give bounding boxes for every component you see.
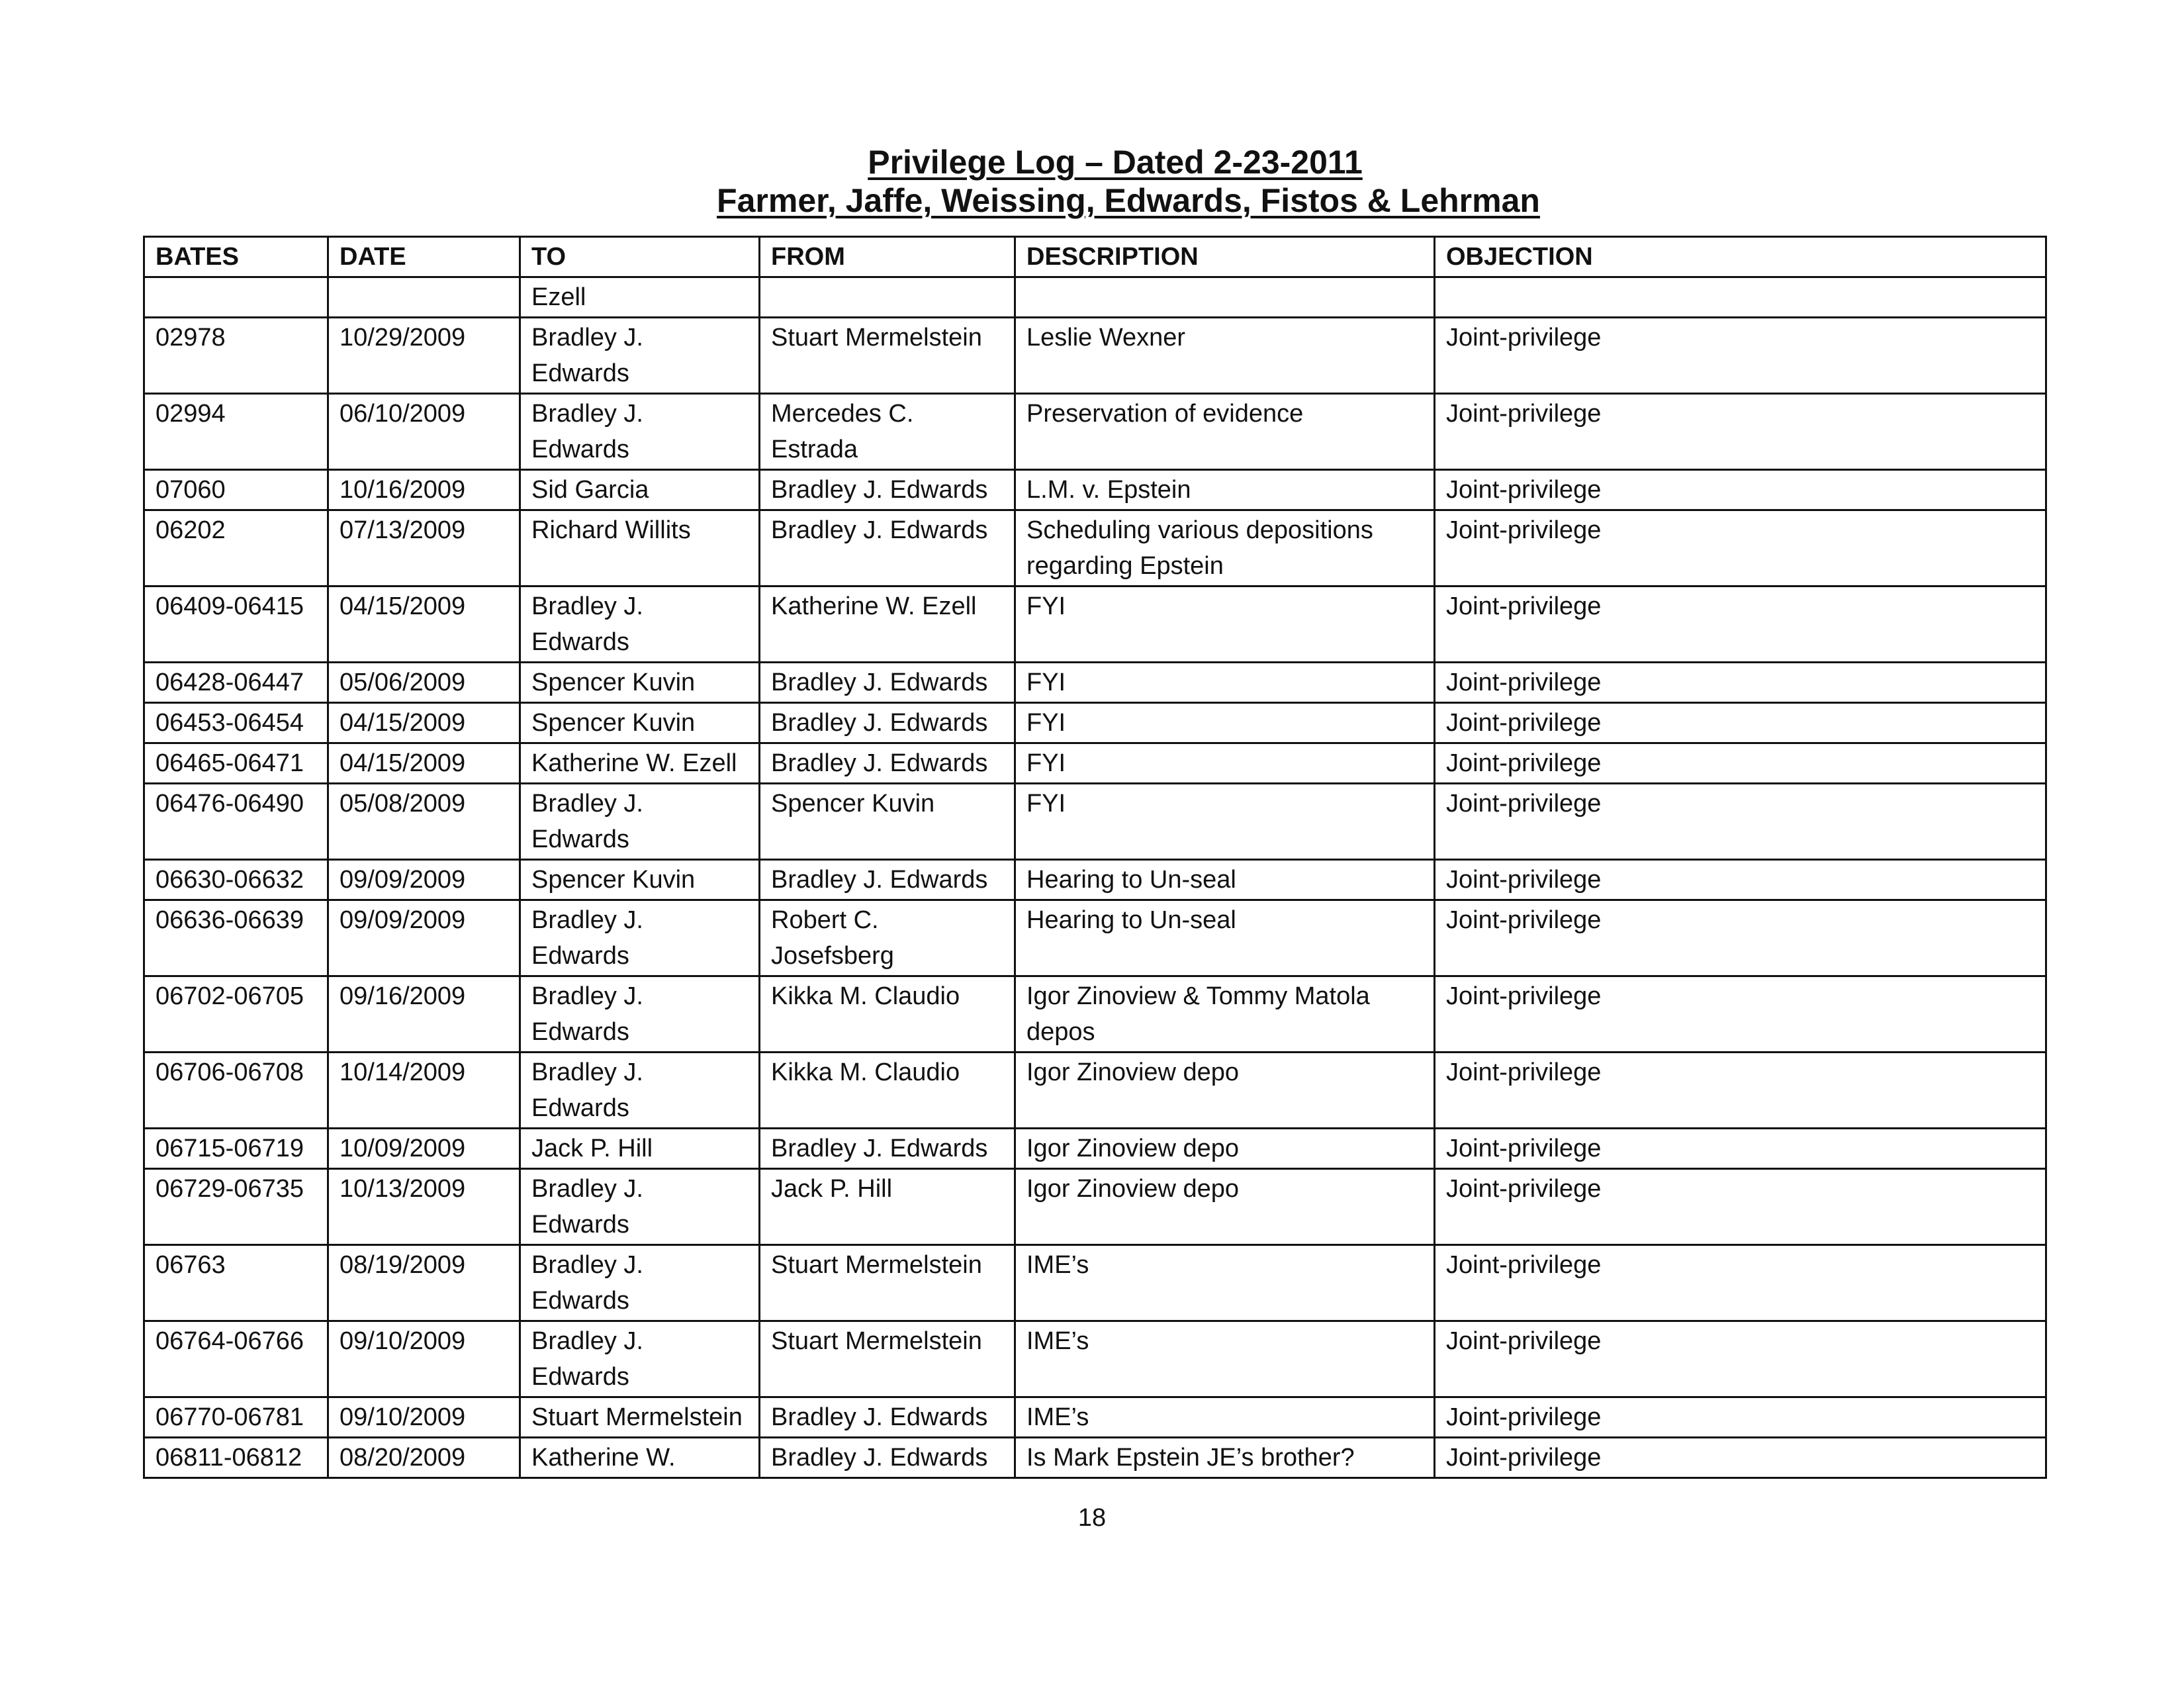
- cell-description: Hearing to Un-seal: [1015, 860, 1435, 900]
- table-header-row: [144, 237, 2046, 277]
- cell-to: Spencer Kuvin: [520, 663, 760, 703]
- cell-to: Ezell: [520, 277, 760, 318]
- cell-bates: 06811-06812: [144, 1438, 328, 1478]
- cell-bates: 06702-06705: [144, 976, 328, 1053]
- table-row: [144, 663, 2046, 703]
- cell-description: L.M. v. Epstein: [1015, 470, 1435, 510]
- cell-date: 10/29/2009: [328, 318, 520, 394]
- cell-to: Bradley J. Edwards: [520, 1321, 760, 1397]
- cell-date: 10/13/2009: [328, 1169, 520, 1245]
- cell-bates: 06428-06447: [144, 663, 328, 703]
- cell-to: Bradley J. Edwards: [520, 586, 760, 663]
- column-header-description: DESCRIPTION: [1015, 237, 1435, 277]
- cell-to: Richard Willits: [520, 510, 760, 586]
- cell-date: 10/09/2009: [328, 1129, 520, 1169]
- table-row: [144, 510, 2046, 586]
- cell-to: Bradley J. Edwards: [520, 1169, 760, 1245]
- cell-from: Katherine W. Ezell: [760, 586, 1015, 663]
- cell-objection: Joint-privilege: [1435, 976, 2046, 1053]
- cell-objection: Joint-privilege: [1435, 1438, 2046, 1478]
- cell-date: 10/14/2009: [328, 1053, 520, 1129]
- table-row: [144, 1053, 2046, 1129]
- cell-date: [328, 277, 520, 318]
- table-row: [144, 586, 2046, 663]
- cell-objection: Joint-privilege: [1435, 784, 2046, 860]
- cell-to: Bradley J. Edwards: [520, 1245, 760, 1321]
- cell-date: 04/15/2009: [328, 586, 520, 663]
- cell-from: Jack P. Hill: [760, 1169, 1015, 1245]
- cell-objection: Joint-privilege: [1435, 900, 2046, 976]
- cell-objection: Joint-privilege: [1435, 1129, 2046, 1169]
- cell-description: FYI: [1015, 586, 1435, 663]
- cell-from: Bradley J. Edwards: [760, 1438, 1015, 1478]
- table-row: [144, 1169, 2046, 1245]
- cell-bates: 02978: [144, 318, 328, 394]
- cell-bates: 06770-06781: [144, 1397, 328, 1438]
- cell-from: Stuart Mermelstein: [760, 318, 1015, 394]
- cell-date: 05/06/2009: [328, 663, 520, 703]
- cell-bates: 06630-06632: [144, 860, 328, 900]
- cell-from: Bradley J. Edwards: [760, 743, 1015, 784]
- cell-from: Bradley J. Edwards: [760, 1397, 1015, 1438]
- cell-description: FYI: [1015, 743, 1435, 784]
- column-header-bates: BATES: [144, 237, 328, 277]
- table-row: [144, 976, 2046, 1053]
- cell-to: Bradley J. Edwards: [520, 318, 760, 394]
- table-row: [144, 394, 2046, 470]
- column-header-objection: OBJECTION: [1435, 237, 2046, 277]
- cell-from: Bradley J. Edwards: [760, 860, 1015, 900]
- cell-bates: 06453-06454: [144, 703, 328, 743]
- cell-date: 04/15/2009: [328, 703, 520, 743]
- cell-description: IME’s: [1015, 1245, 1435, 1321]
- cell-date: 04/15/2009: [328, 743, 520, 784]
- cell-description: [1015, 277, 1435, 318]
- cell-objection: Joint-privilege: [1435, 1053, 2046, 1129]
- cell-from: Spencer Kuvin: [760, 784, 1015, 860]
- document-subtitle: Farmer, Jaffe, Weissing, Edwards, Fistos & Lehrman: [717, 182, 1540, 219]
- cell-description: Igor Zinoview depo: [1015, 1169, 1435, 1245]
- cell-bates: [144, 277, 328, 318]
- cell-date: 09/16/2009: [328, 976, 520, 1053]
- cell-bates: 07060: [144, 470, 328, 510]
- table-row: [144, 1438, 2046, 1478]
- table-row: [144, 1397, 2046, 1438]
- cell-from: Stuart Mermelstein: [760, 1245, 1015, 1321]
- cell-objection: Joint-privilege: [1435, 1321, 2046, 1397]
- cell-bates: 06706-06708: [144, 1053, 328, 1129]
- cell-to: Sid Garcia: [520, 470, 760, 510]
- cell-from: Robert C. Josefsberg: [760, 900, 1015, 976]
- cell-bates: 06715-06719: [144, 1129, 328, 1169]
- cell-bates: 06763: [144, 1245, 328, 1321]
- cell-to: Spencer Kuvin: [520, 860, 760, 900]
- cell-objection: Joint-privilege: [1435, 394, 2046, 470]
- cell-objection: Joint-privilege: [1435, 1397, 2046, 1438]
- cell-date: 05/08/2009: [328, 784, 520, 860]
- cell-from: Bradley J. Edwards: [760, 1129, 1015, 1169]
- column-header-from: FROM: [760, 237, 1015, 277]
- cell-to: Bradley J. Edwards: [520, 1053, 760, 1129]
- cell-to: Katherine W. Ezell: [520, 743, 760, 784]
- cell-date: 09/09/2009: [328, 860, 520, 900]
- cell-date: 10/16/2009: [328, 470, 520, 510]
- cell-bates: 02994: [144, 394, 328, 470]
- document-title-block: [0, 143, 2184, 220]
- cell-description: Scheduling various depositions regarding Epstein: [1015, 510, 1435, 586]
- cell-description: IME’s: [1015, 1397, 1435, 1438]
- cell-to: Bradley J. Edwards: [520, 900, 760, 976]
- column-header-to: TO: [520, 237, 760, 277]
- table-row: [144, 318, 2046, 394]
- cell-to: Spencer Kuvin: [520, 703, 760, 743]
- cell-bates: 06764-06766: [144, 1321, 328, 1397]
- cell-date: 09/09/2009: [328, 900, 520, 976]
- cell-bates: 06476-06490: [144, 784, 328, 860]
- cell-bates: 06409-06415: [144, 586, 328, 663]
- table-row: [144, 1321, 2046, 1397]
- cell-to: Katherine W.: [520, 1438, 760, 1478]
- cell-from: [760, 277, 1015, 318]
- cell-bates: 06729-06735: [144, 1169, 328, 1245]
- cell-objection: Joint-privilege: [1435, 663, 2046, 703]
- document-title: Privilege Log – Dated 2-23-2011: [868, 144, 1363, 181]
- cell-date: 06/10/2009: [328, 394, 520, 470]
- cell-objection: Joint-privilege: [1435, 586, 2046, 663]
- cell-to: Stuart Mermelstein: [520, 1397, 760, 1438]
- cell-objection: Joint-privilege: [1435, 510, 2046, 586]
- cell-description: Is Mark Epstein JE’s brother?: [1015, 1438, 1435, 1478]
- cell-date: 08/20/2009: [328, 1438, 520, 1478]
- cell-bates: 06636-06639: [144, 900, 328, 976]
- cell-from: Bradley J. Edwards: [760, 663, 1015, 703]
- privilege-log-rows: [144, 277, 2046, 1478]
- cell-description: IME’s: [1015, 1321, 1435, 1397]
- table-row: [144, 784, 2046, 860]
- cell-from: Bradley J. Edwards: [760, 703, 1015, 743]
- cell-objection: Joint-privilege: [1435, 318, 2046, 394]
- page-number: 18: [1077, 1504, 1107, 1532]
- cell-description: Igor Zinoview depo: [1015, 1053, 1435, 1129]
- cell-description: Igor Zinoview depo: [1015, 1129, 1435, 1169]
- cell-description: FYI: [1015, 703, 1435, 743]
- cell-from: Kikka M. Claudio: [760, 976, 1015, 1053]
- cell-description: Preservation of evidence: [1015, 394, 1435, 470]
- cell-to: Jack P. Hill: [520, 1129, 760, 1169]
- cell-to: Bradley J. Edwards: [520, 394, 760, 470]
- cell-objection: Joint-privilege: [1435, 703, 2046, 743]
- cell-date: 07/13/2009: [328, 510, 520, 586]
- privilege-log-table: [143, 236, 2047, 1479]
- cell-objection: Joint-privilege: [1435, 743, 2046, 784]
- cell-from: Stuart Mermelstein: [760, 1321, 1015, 1397]
- cell-objection: [1435, 277, 2046, 318]
- cell-description: Leslie Wexner: [1015, 318, 1435, 394]
- cell-date: 09/10/2009: [328, 1321, 520, 1397]
- cell-to: Bradley J. Edwards: [520, 784, 760, 860]
- table-row: [144, 743, 2046, 784]
- cell-objection: Joint-privilege: [1435, 1245, 2046, 1321]
- cell-bates: 06465-06471: [144, 743, 328, 784]
- table-row: [144, 470, 2046, 510]
- cell-objection: Joint-privilege: [1435, 470, 2046, 510]
- cell-description: Hearing to Un-seal: [1015, 900, 1435, 976]
- table-row: [144, 703, 2046, 743]
- column-header-date: DATE: [328, 237, 520, 277]
- table-row: [144, 900, 2046, 976]
- table-row: [144, 277, 2046, 318]
- cell-date: 09/10/2009: [328, 1397, 520, 1438]
- cell-to: Bradley J. Edwards: [520, 976, 760, 1053]
- cell-description: FYI: [1015, 663, 1435, 703]
- table-row: [144, 1129, 2046, 1169]
- cell-description: Igor Zinoview & Tommy Matola depos: [1015, 976, 1435, 1053]
- table-row: [144, 860, 2046, 900]
- cell-from: Mercedes C. Estrada: [760, 394, 1015, 470]
- cell-bates: 06202: [144, 510, 328, 586]
- cell-from: Bradley J. Edwards: [760, 510, 1015, 586]
- cell-date: 08/19/2009: [328, 1245, 520, 1321]
- table-row: [144, 1245, 2046, 1321]
- cell-from: Bradley J. Edwards: [760, 470, 1015, 510]
- cell-from: Kikka M. Claudio: [760, 1053, 1015, 1129]
- cell-objection: Joint-privilege: [1435, 860, 2046, 900]
- cell-objection: Joint-privilege: [1435, 1169, 2046, 1245]
- cell-description: FYI: [1015, 784, 1435, 860]
